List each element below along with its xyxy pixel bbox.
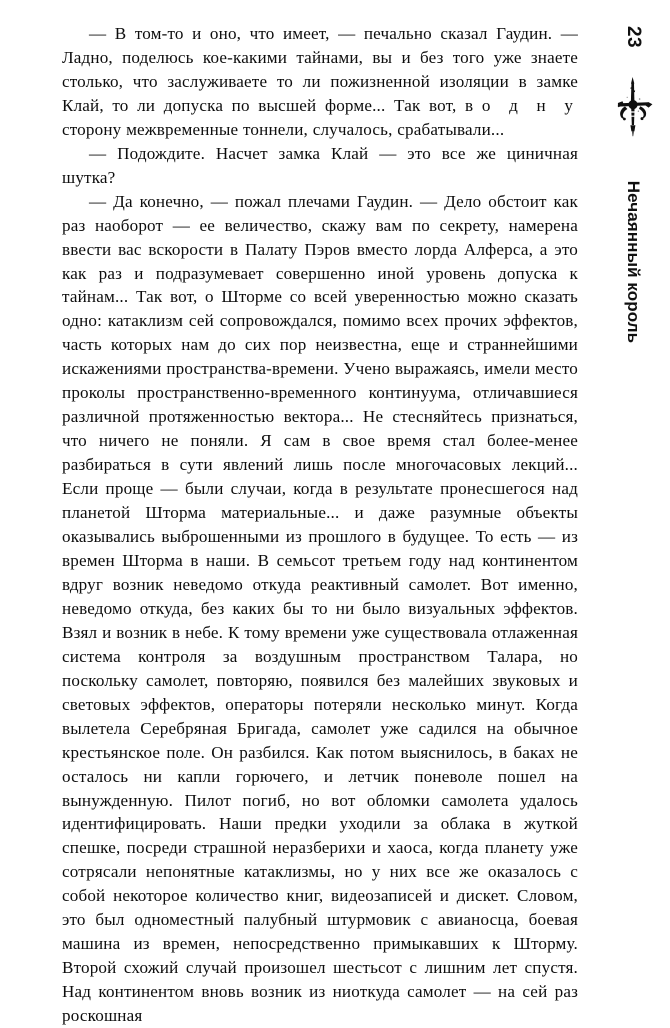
paragraph-1-part-a: — В том-то и оно, что имеет, — печально сказал Гаудин. — Ладно, поделюсь кое-какими тайнами, вы и без того уже знаете столько, что заслуживаете то ли пожизненной изоляции в замке Клай, то ли допуска по высшей форме... Так вот, в <box>62 24 578 115</box>
paragraph-3: — Да конечно, — пожал плечами Гаудин. — Дело обстоит как раз наоборот — ее величество, скажу вам по секрету, намерена ввести вас вскорости в Палату Пэров вместо лорда Алферса, а это как раз и подразумевает совершенно иной уровень допуска к тайнам... Так вот, о Шторме со всей уверенностью можно сказать одно: катаклизм сей сопровождался, помимо всех прочих эффектов, часть которых нам до сих пор неизвестна, еще и страннейшими искажениями пространства-времени. Учено выражаясь, имели место проколы пространственно-временного континуума, отличавшиеся различной протяженностью вектора... Не стесняйтесь признаться, что ничего не поняли. Я сам в свое время стал более-менее разбираться в сути явлений лишь после многочасовых лекций... Если проще — были случаи, когда в результате пронесшегося над планетой Шторма материальные... и даже разумные объекты оказывались выброшенными из прошлого в будущее. То есть — из времен Шторма в наши. В семьсот третьем году над континентом вдруг возник неведомо откуда реактивный самолет. Вот именно, неведомо откуда, без каких бы то ни было визуальных эффектов. Взял и возник в небе. К тому времени уже существовала отлаженная система контроля за воздушным пространством Талара, но поскольку самолет, повторяю, появился без малейших звуковых и световых эффектов, операторы потеряли несколько минут. Когда вылетела Серебряная Бригада, самолет уже садился на обычное крестьянское поле. Он разбился. Как потом выяснилось, в баках не осталось ни капли горючего, и летчик поневоле пошел на вынужденную. Пилот погиб, но вот обломки самолета удалось идентифицировать. Наши предки уходили за облака в жуткой спешке, посреди страшной неразберихи и хаоса, когда планету уже сотрясали непонятные катаклизмы, но у них все же оказалось с собой некоторое количество книг, видеозаписей и дискет. Словом, это был одноместный палубный штурмовик с авианосца, боевая машина из времен, непосредственно примыкавших к Шторму. Второй схожий случай произошел шестьсот с лишним лет спустя. Над континентом вновь возник из ниоткуда самолет — на сей раз роскошная <box>62 191 578 1026</box>
page-number: 23 <box>623 26 644 48</box>
emphasis-letter-spaced-odnu: о д н у <box>481 95 578 115</box>
running-head-title: Нечаянный король <box>624 180 643 344</box>
paragraph-1-part-c: сторону межвременные тоннели, случалось, срабатывали... <box>62 119 505 139</box>
margin-rail <box>596 0 670 1000</box>
dagger-ornament-icon <box>612 75 654 139</box>
page-text-column <box>62 22 578 1028</box>
paragraph-1 <box>62 22 578 142</box>
paragraph-2: — Подождите. Насчет замка Клай — это все же циничная шутка? <box>62 143 578 187</box>
